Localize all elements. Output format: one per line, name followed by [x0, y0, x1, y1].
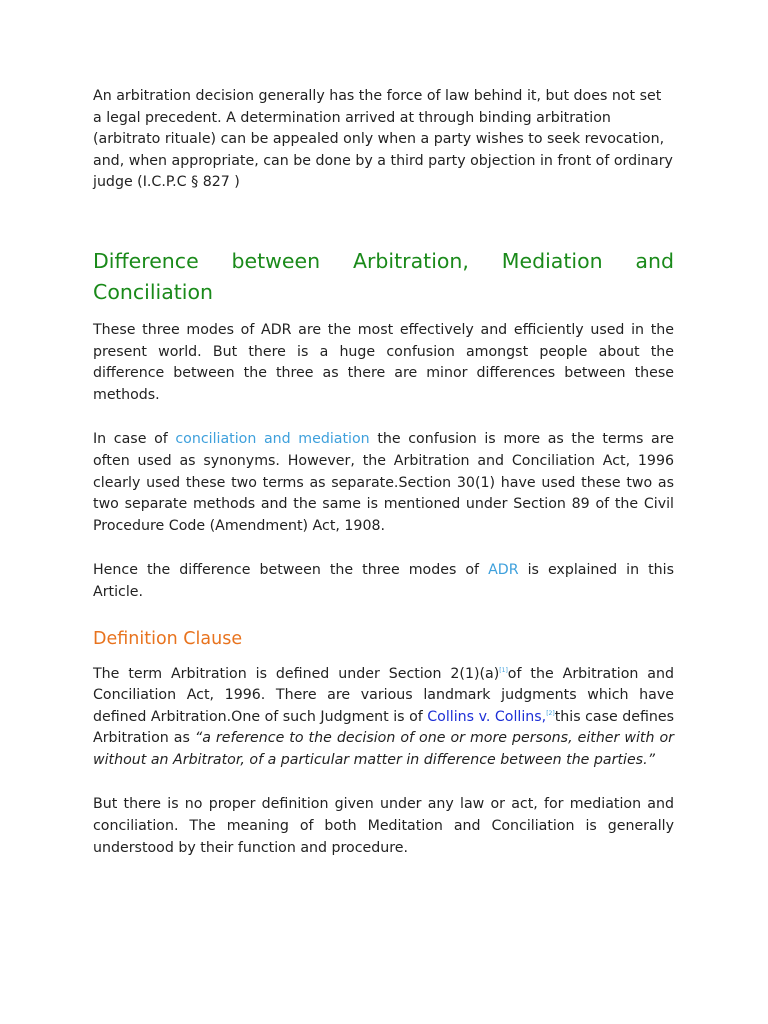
- collins-case-link[interactable]: Collins v. Collins,: [427, 708, 547, 725]
- section-heading: Difference between Arbitration, Mediation and Conciliation: [93, 248, 674, 304]
- adr-modes-paragraph: These three modes of ADR are the most effectively and efficiently used in the present world. But there is a huge confusion amongst people about the difference between the three as there are minor differences between these methods.: [93, 321, 674, 403]
- adr-link[interactable]: ADR: [488, 562, 519, 579]
- footnote-ref-2[interactable]: [2]: [546, 709, 555, 717]
- difference-paragraph-rest: is explained in this Article.: [93, 562, 674, 600]
- difference-paragraph: [93, 560, 674, 603]
- footnote-ref-1[interactable]: [1]: [499, 666, 508, 674]
- conciliation-paragraph: [93, 429, 674, 537]
- arbitration-quote: “a reference to the decision of one or more persons, either with or without an Arbitrator, of a particular matter in difference between the parties.”: [93, 730, 675, 768]
- definition-text-1: The term Arbitration is defined under Section 2(1)(a): [93, 665, 500, 682]
- document-page: [93, 86, 674, 859]
- conciliation-paragraph-lead: In case of: [93, 431, 176, 448]
- intro-paragraph: An arbitration decision generally has the force of law behind it, but does not set a legal precedent. A determination arrived at through binding arbitration (arbitrato rituale) can be appealed only when a party wishes to seek revocation, and, when appropriate, can be done by a third party objection in front of ordinary judge (I.C.P.C § 827 ): [93, 88, 673, 191]
- definition-heading: Definition Clause: [93, 628, 243, 649]
- difference-paragraph-lead: Hence the difference between the three modes of: [93, 562, 489, 579]
- definition-text-2: of the Arbitration and Conciliation Act, 1996. There are various landmark judgments which have defined Arbitration.One of such Judgment is of: [93, 665, 674, 725]
- definition-text-3: this case defines Arbitration as: [93, 708, 675, 747]
- conciliation-paragraph-rest: the confusion is more as the terms are often used as synonyms. However, the Arbitration and Conciliation Act, 1996 clearly used these two terms as separate.Section 30(1) have used these two as two separate methods and the same is mentioned under Section 89 of the Civil Procedure Code (Amendment) Act, 1908.: [93, 431, 675, 534]
- arbitration-definition-paragraph: [93, 664, 674, 772]
- no-definition-paragraph: But there is no proper definition given under any law or act, for mediation and conciliation. The meaning of both Meditation and Conciliation is generally understood by their function and procedure.: [93, 796, 674, 856]
- conciliation-mediation-link[interactable]: conciliation and mediation: [175, 431, 370, 448]
